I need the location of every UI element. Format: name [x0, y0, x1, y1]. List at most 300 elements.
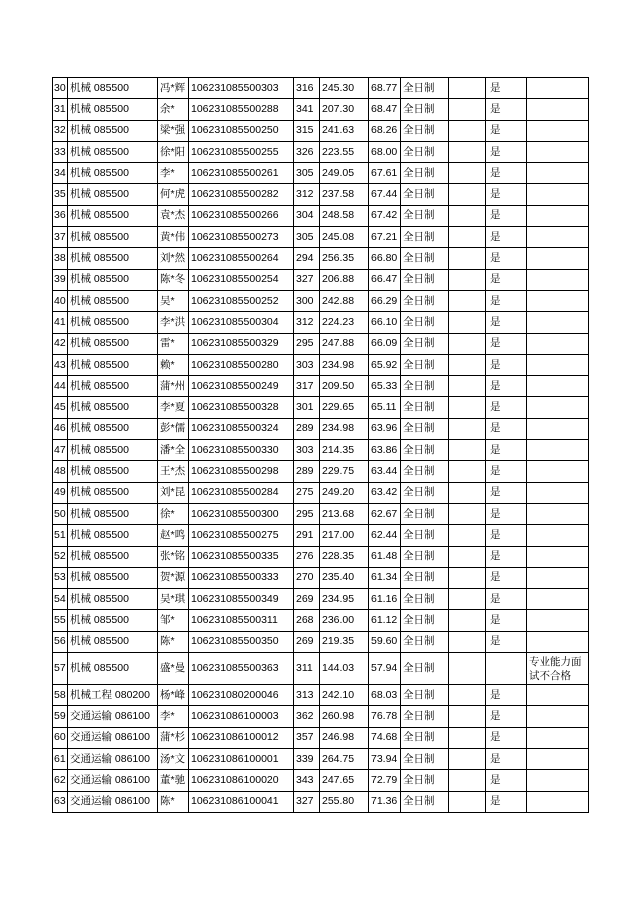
cell-blank — [449, 163, 486, 184]
cell-score-total: 73.94 — [369, 748, 401, 769]
cell-score-initial: 300 — [294, 290, 320, 311]
cell-admitted: 是 — [486, 610, 527, 631]
cell-remark — [527, 141, 589, 162]
cell-study-mode: 全日制 — [401, 546, 449, 567]
cell-blank — [449, 376, 486, 397]
cell-study-mode: 全日制 — [401, 333, 449, 354]
cell-blank — [449, 418, 486, 439]
cell-remark — [527, 397, 589, 418]
cell-score-total: 61.48 — [369, 546, 401, 567]
cell-remark — [527, 706, 589, 727]
cell-study-mode: 全日制 — [401, 525, 449, 546]
cell-remark — [527, 184, 589, 205]
cell-score-retest: 246.98 — [320, 727, 369, 748]
cell-admitted: 是 — [486, 333, 527, 354]
cell-score-retest: 229.65 — [320, 397, 369, 418]
cell-major: 交通运输 086100 — [68, 791, 158, 812]
cell-remark — [527, 269, 589, 290]
table-row — [53, 376, 589, 397]
cell-score-initial: 301 — [294, 397, 320, 418]
cell-admitted: 是 — [486, 290, 527, 311]
cell-row-number: 52 — [53, 546, 68, 567]
cell-score-total: 68.03 — [369, 685, 401, 706]
cell-major: 机械工程 080200 — [68, 685, 158, 706]
table-row — [53, 631, 589, 652]
cell-study-mode: 全日制 — [401, 418, 449, 439]
cell-name: 徐*阳 — [158, 141, 189, 162]
cell-score-retest: 206.88 — [320, 269, 369, 290]
cell-study-mode: 全日制 — [401, 748, 449, 769]
cell-major: 机械 085500 — [68, 312, 158, 333]
cell-study-mode: 全日制 — [401, 184, 449, 205]
cell-score-initial: 362 — [294, 706, 320, 727]
cell-score-retest: 144.03 — [320, 653, 369, 685]
cell-study-mode: 全日制 — [401, 685, 449, 706]
cell-candidate-id: 106231085500288 — [189, 99, 294, 120]
cell-blank — [449, 78, 486, 99]
cell-score-initial: 305 — [294, 227, 320, 248]
cell-row-number: 30 — [53, 78, 68, 99]
cell-name: 雷* — [158, 333, 189, 354]
cell-remark — [527, 78, 589, 99]
cell-candidate-id: 106231085500324 — [189, 418, 294, 439]
cell-study-mode: 全日制 — [401, 770, 449, 791]
cell-admitted: 是 — [486, 525, 527, 546]
cell-study-mode: 全日制 — [401, 461, 449, 482]
cell-study-mode: 全日制 — [401, 120, 449, 141]
cell-name: 邹* — [158, 610, 189, 631]
cell-candidate-id: 106231085500284 — [189, 482, 294, 503]
cell-admitted: 是 — [486, 227, 527, 248]
cell-candidate-id: 106231085500349 — [189, 589, 294, 610]
cell-name: 陈*冬 — [158, 269, 189, 290]
cell-score-retest: 245.08 — [320, 227, 369, 248]
cell-study-mode: 全日制 — [401, 376, 449, 397]
cell-study-mode: 全日制 — [401, 269, 449, 290]
cell-name: 刘*昆 — [158, 482, 189, 503]
cell-admitted: 是 — [486, 503, 527, 524]
cell-score-retest: 234.98 — [320, 418, 369, 439]
cell-major: 机械 085500 — [68, 376, 158, 397]
table-row — [53, 461, 589, 482]
cell-row-number: 56 — [53, 631, 68, 652]
cell-admitted: 是 — [486, 99, 527, 120]
table-row — [53, 791, 589, 812]
cell-score-initial: 303 — [294, 354, 320, 375]
cell-row-number: 50 — [53, 503, 68, 524]
cell-candidate-id: 106231086100003 — [189, 706, 294, 727]
table-row — [53, 727, 589, 748]
cell-row-number: 54 — [53, 589, 68, 610]
cell-study-mode: 全日制 — [401, 248, 449, 269]
cell-major: 机械 085500 — [68, 589, 158, 610]
cell-study-mode: 全日制 — [401, 397, 449, 418]
cell-row-number: 61 — [53, 748, 68, 769]
cell-blank — [449, 354, 486, 375]
cell-study-mode: 全日制 — [401, 440, 449, 461]
table-row — [53, 546, 589, 567]
cell-candidate-id: 106231086100041 — [189, 791, 294, 812]
table-row — [53, 290, 589, 311]
cell-blank — [449, 227, 486, 248]
cell-score-total: 61.16 — [369, 589, 401, 610]
cell-admitted: 是 — [486, 791, 527, 812]
cell-blank — [449, 653, 486, 685]
cell-blank — [449, 440, 486, 461]
cell-blank — [449, 141, 486, 162]
cell-score-initial: 341 — [294, 99, 320, 120]
cell-row-number: 47 — [53, 440, 68, 461]
cell-major: 机械 085500 — [68, 184, 158, 205]
cell-remark — [527, 727, 589, 748]
cell-remark — [527, 312, 589, 333]
cell-remark — [527, 120, 589, 141]
cell-candidate-id: 106231085500335 — [189, 546, 294, 567]
table-row — [53, 99, 589, 120]
cell-name: 赖* — [158, 354, 189, 375]
table-row — [53, 120, 589, 141]
cell-study-mode: 全日制 — [401, 567, 449, 588]
cell-score-retest: 248.58 — [320, 205, 369, 226]
cell-name: 梁*强 — [158, 120, 189, 141]
cell-admitted: 是 — [486, 78, 527, 99]
cell-blank — [449, 503, 486, 524]
cell-remark — [527, 791, 589, 812]
cell-admitted: 是 — [486, 205, 527, 226]
cell-score-initial: 289 — [294, 418, 320, 439]
cell-score-total: 72.79 — [369, 770, 401, 791]
cell-remark — [527, 503, 589, 524]
cell-admitted: 是 — [486, 546, 527, 567]
cell-row-number: 34 — [53, 163, 68, 184]
cell-blank — [449, 120, 486, 141]
cell-admitted: 是 — [486, 354, 527, 375]
table-row — [53, 312, 589, 333]
cell-admitted: 是 — [486, 685, 527, 706]
cell-major: 机械 085500 — [68, 227, 158, 248]
cell-name: 刘*然 — [158, 248, 189, 269]
cell-score-initial: 295 — [294, 333, 320, 354]
cell-admitted — [486, 653, 527, 685]
cell-row-number: 51 — [53, 525, 68, 546]
cell-major: 机械 085500 — [68, 418, 158, 439]
cell-blank — [449, 727, 486, 748]
cell-candidate-id: 106231086100001 — [189, 748, 294, 769]
cell-score-retest: 235.40 — [320, 567, 369, 588]
cell-admitted: 是 — [486, 748, 527, 769]
cell-major: 机械 085500 — [68, 482, 158, 503]
cell-blank — [449, 482, 486, 503]
cell-blank — [449, 397, 486, 418]
cell-score-retest: 237.58 — [320, 184, 369, 205]
cell-score-retest: 242.10 — [320, 685, 369, 706]
cell-row-number: 36 — [53, 205, 68, 226]
cell-score-total: 68.77 — [369, 78, 401, 99]
table-row — [53, 78, 589, 99]
cell-row-number: 41 — [53, 312, 68, 333]
cell-score-retest: 229.75 — [320, 461, 369, 482]
cell-major: 机械 085500 — [68, 525, 158, 546]
cell-study-mode: 全日制 — [401, 482, 449, 503]
results-table-body — [53, 78, 589, 813]
cell-score-retest: 234.98 — [320, 354, 369, 375]
cell-score-initial: 276 — [294, 546, 320, 567]
cell-major: 机械 085500 — [68, 205, 158, 226]
cell-study-mode: 全日制 — [401, 312, 449, 333]
cell-candidate-id: 106231086100020 — [189, 770, 294, 791]
cell-score-retest: 264.75 — [320, 748, 369, 769]
cell-row-number: 60 — [53, 727, 68, 748]
cell-blank — [449, 567, 486, 588]
cell-major: 机械 085500 — [68, 163, 158, 184]
table-row — [53, 653, 589, 685]
cell-study-mode: 全日制 — [401, 141, 449, 162]
cell-blank — [449, 791, 486, 812]
table-row — [53, 685, 589, 706]
cell-name: 陈* — [158, 631, 189, 652]
cell-admitted: 是 — [486, 770, 527, 791]
cell-row-number: 53 — [53, 567, 68, 588]
cell-name: 吴* — [158, 290, 189, 311]
table-row — [53, 163, 589, 184]
cell-score-total: 59.60 — [369, 631, 401, 652]
cell-score-retest: 247.65 — [320, 770, 369, 791]
cell-row-number: 48 — [53, 461, 68, 482]
cell-admitted: 是 — [486, 184, 527, 205]
cell-admitted: 是 — [486, 376, 527, 397]
results-table — [52, 77, 589, 813]
cell-score-total: 71.36 — [369, 791, 401, 812]
cell-study-mode: 全日制 — [401, 163, 449, 184]
cell-remark — [527, 482, 589, 503]
cell-row-number: 33 — [53, 141, 68, 162]
cell-study-mode: 全日制 — [401, 227, 449, 248]
cell-row-number: 55 — [53, 610, 68, 631]
cell-score-total: 66.29 — [369, 290, 401, 311]
cell-major: 机械 085500 — [68, 290, 158, 311]
cell-major: 机械 085500 — [68, 653, 158, 685]
cell-blank — [449, 205, 486, 226]
cell-score-total: 65.33 — [369, 376, 401, 397]
cell-major: 机械 085500 — [68, 333, 158, 354]
cell-score-total: 57.94 — [369, 653, 401, 685]
cell-score-initial: 304 — [294, 205, 320, 226]
cell-remark: 专业能力面试不合格 — [527, 653, 589, 685]
cell-row-number: 43 — [53, 354, 68, 375]
cell-row-number: 49 — [53, 482, 68, 503]
cell-major: 机械 085500 — [68, 397, 158, 418]
cell-candidate-id: 106231085500254 — [189, 269, 294, 290]
table-row — [53, 567, 589, 588]
cell-row-number: 62 — [53, 770, 68, 791]
cell-remark — [527, 589, 589, 610]
cell-row-number: 59 — [53, 706, 68, 727]
cell-name: 张*铭 — [158, 546, 189, 567]
cell-score-initial: 311 — [294, 653, 320, 685]
cell-score-retest: 236.00 — [320, 610, 369, 631]
cell-score-initial: 294 — [294, 248, 320, 269]
cell-study-mode: 全日制 — [401, 589, 449, 610]
cell-blank — [449, 184, 486, 205]
cell-admitted: 是 — [486, 312, 527, 333]
cell-candidate-id: 106231085500255 — [189, 141, 294, 162]
cell-score-total: 61.12 — [369, 610, 401, 631]
cell-blank — [449, 748, 486, 769]
cell-remark — [527, 227, 589, 248]
cell-score-initial: 270 — [294, 567, 320, 588]
table-row — [53, 706, 589, 727]
cell-study-mode: 全日制 — [401, 706, 449, 727]
cell-row-number: 45 — [53, 397, 68, 418]
cell-admitted: 是 — [486, 248, 527, 269]
table-row — [53, 525, 589, 546]
cell-major: 机械 085500 — [68, 354, 158, 375]
cell-candidate-id: 106231086100012 — [189, 727, 294, 748]
cell-study-mode: 全日制 — [401, 290, 449, 311]
cell-blank — [449, 525, 486, 546]
cell-remark — [527, 440, 589, 461]
cell-score-initial: 343 — [294, 770, 320, 791]
cell-study-mode: 全日制 — [401, 610, 449, 631]
cell-score-retest: 224.23 — [320, 312, 369, 333]
cell-blank — [449, 248, 486, 269]
cell-score-retest: 217.00 — [320, 525, 369, 546]
cell-candidate-id: 106231085500330 — [189, 440, 294, 461]
cell-score-total: 66.47 — [369, 269, 401, 290]
cell-score-initial: 315 — [294, 120, 320, 141]
cell-name: 黄*伟 — [158, 227, 189, 248]
cell-score-total: 67.21 — [369, 227, 401, 248]
cell-row-number: 31 — [53, 99, 68, 120]
cell-score-total: 68.26 — [369, 120, 401, 141]
cell-remark — [527, 685, 589, 706]
cell-name: 李* — [158, 706, 189, 727]
cell-blank — [449, 706, 486, 727]
cell-score-retest: 214.35 — [320, 440, 369, 461]
cell-candidate-id: 106231085500304 — [189, 312, 294, 333]
cell-admitted: 是 — [486, 727, 527, 748]
cell-candidate-id: 106231085500282 — [189, 184, 294, 205]
cell-name: 贺*源 — [158, 567, 189, 588]
cell-score-total: 66.80 — [369, 248, 401, 269]
cell-candidate-id: 106231085500298 — [189, 461, 294, 482]
cell-candidate-id: 106231085500249 — [189, 376, 294, 397]
cell-name: 冯*辉 — [158, 78, 189, 99]
cell-admitted: 是 — [486, 418, 527, 439]
cell-row-number: 42 — [53, 333, 68, 354]
cell-name: 徐* — [158, 503, 189, 524]
cell-score-retest: 213.68 — [320, 503, 369, 524]
cell-row-number: 46 — [53, 418, 68, 439]
table-row — [53, 333, 589, 354]
cell-score-initial: 327 — [294, 269, 320, 290]
table-row — [53, 354, 589, 375]
cell-candidate-id: 106231085500261 — [189, 163, 294, 184]
cell-major: 机械 085500 — [68, 120, 158, 141]
table-row — [53, 440, 589, 461]
cell-score-total: 63.86 — [369, 440, 401, 461]
cell-study-mode: 全日制 — [401, 727, 449, 748]
cell-remark — [527, 333, 589, 354]
cell-score-total: 68.47 — [369, 99, 401, 120]
cell-major: 机械 085500 — [68, 269, 158, 290]
cell-major: 交通运输 086100 — [68, 727, 158, 748]
cell-blank — [449, 589, 486, 610]
cell-admitted: 是 — [486, 269, 527, 290]
cell-study-mode: 全日制 — [401, 205, 449, 226]
cell-remark — [527, 248, 589, 269]
cell-score-initial: 291 — [294, 525, 320, 546]
cell-score-total: 63.42 — [369, 482, 401, 503]
cell-row-number: 35 — [53, 184, 68, 205]
table-row — [53, 141, 589, 162]
cell-candidate-id: 106231085500333 — [189, 567, 294, 588]
cell-blank — [449, 333, 486, 354]
cell-remark — [527, 567, 589, 588]
cell-name: 蒲*杉 — [158, 727, 189, 748]
cell-name: 吴*琪 — [158, 589, 189, 610]
cell-score-retest: 260.98 — [320, 706, 369, 727]
cell-score-retest: 223.55 — [320, 141, 369, 162]
cell-score-initial: 305 — [294, 163, 320, 184]
cell-name: 李* — [158, 163, 189, 184]
cell-study-mode: 全日制 — [401, 791, 449, 812]
cell-major: 机械 085500 — [68, 248, 158, 269]
cell-remark — [527, 461, 589, 482]
cell-admitted: 是 — [486, 567, 527, 588]
cell-row-number: 40 — [53, 290, 68, 311]
cell-remark — [527, 546, 589, 567]
cell-blank — [449, 770, 486, 791]
cell-score-retest: 249.05 — [320, 163, 369, 184]
cell-row-number: 44 — [53, 376, 68, 397]
cell-name: 彭*儒 — [158, 418, 189, 439]
cell-name: 蒲*州 — [158, 376, 189, 397]
cell-blank — [449, 290, 486, 311]
cell-candidate-id: 106231085500311 — [189, 610, 294, 631]
cell-row-number: 58 — [53, 685, 68, 706]
cell-score-total: 67.42 — [369, 205, 401, 226]
cell-remark — [527, 525, 589, 546]
cell-score-initial: 269 — [294, 631, 320, 652]
cell-candidate-id: 106231085500273 — [189, 227, 294, 248]
cell-name: 李*洪 — [158, 312, 189, 333]
cell-major: 机械 085500 — [68, 631, 158, 652]
cell-remark — [527, 376, 589, 397]
cell-candidate-id: 106231085500329 — [189, 333, 294, 354]
cell-score-initial: 289 — [294, 461, 320, 482]
cell-score-total: 63.44 — [369, 461, 401, 482]
cell-study-mode: 全日制 — [401, 78, 449, 99]
cell-row-number: 32 — [53, 120, 68, 141]
cell-score-initial: 275 — [294, 482, 320, 503]
cell-row-number: 37 — [53, 227, 68, 248]
cell-candidate-id: 106231085500303 — [189, 78, 294, 99]
cell-score-retest: 249.20 — [320, 482, 369, 503]
cell-admitted: 是 — [486, 461, 527, 482]
table-row — [53, 748, 589, 769]
cell-score-initial: 313 — [294, 685, 320, 706]
cell-score-initial: 295 — [294, 503, 320, 524]
table-row — [53, 418, 589, 439]
table-row — [53, 589, 589, 610]
cell-major: 机械 085500 — [68, 99, 158, 120]
cell-candidate-id: 106231085500275 — [189, 525, 294, 546]
table-row — [53, 227, 589, 248]
cell-blank — [449, 610, 486, 631]
cell-row-number: 63 — [53, 791, 68, 812]
cell-admitted: 是 — [486, 163, 527, 184]
